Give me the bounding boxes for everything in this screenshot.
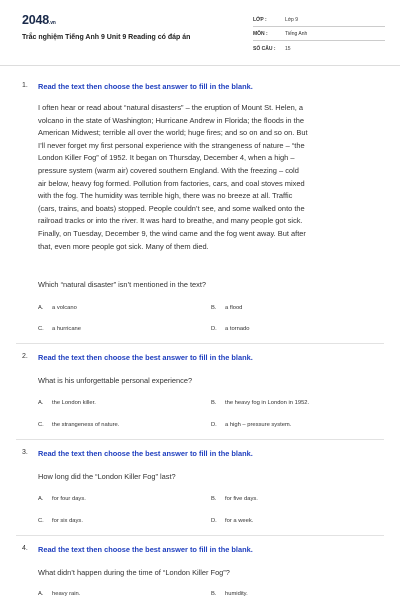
- answer-option-b[interactable]: [211, 496, 258, 502]
- option-text: heavy rain.: [52, 591, 81, 597]
- option-text: a tornado: [225, 326, 250, 332]
- option-letter: B.: [211, 305, 217, 311]
- question-instruction: Read the text then choose the best answer to fill in the blank.: [38, 82, 253, 91]
- option-letter: C.: [38, 518, 44, 524]
- question-instruction: Read the text then choose the best answer to fill in the blank.: [38, 545, 253, 554]
- question-text: What is his unforgettable personal experience?: [38, 376, 193, 385]
- passage-line: volcano in the state of Washington; Hurricane Andrew in Florida; the floods in the: [38, 115, 304, 125]
- meta-subject: [253, 31, 308, 37]
- answer-option-d[interactable]: [211, 518, 253, 524]
- passage-line: railroad tracks or into the river. It was hard to breathe, and many people got sick.: [38, 216, 303, 226]
- option-letter: B.: [211, 400, 217, 406]
- option-letter: A.: [38, 305, 44, 311]
- option-text: the heavy fog in London in 1952.: [225, 400, 310, 406]
- meta-class-label: LỚP :: [253, 17, 267, 23]
- answer-option-b[interactable]: [211, 591, 248, 597]
- answer-option-b[interactable]: [211, 400, 309, 406]
- passage-line: London Killer Fog” of 1952. It began on Thursday, December 4, when a high –: [38, 153, 295, 163]
- site-logo[interactable]: [22, 13, 56, 27]
- logo-suffix: .vn: [49, 20, 56, 26]
- option-text: a flood: [225, 305, 243, 311]
- passage-line: with the fog. The humidity was terrible high, there was no breeze at all. Traffic: [38, 191, 293, 201]
- option-letter: C.: [38, 422, 44, 428]
- answer-option-a[interactable]: [38, 400, 96, 406]
- answer-option-b[interactable]: [211, 305, 242, 311]
- option-letter: D.: [211, 326, 217, 332]
- page-header: [0, 0, 400, 66]
- passage-line: that, even more people got sick. Many of them died.: [38, 241, 209, 251]
- meta-class-value: Lớp 9: [285, 17, 299, 23]
- meta-divider: [253, 26, 385, 27]
- question-text: What didn’t happen during the time of “London Killer Fog”?: [38, 568, 230, 577]
- answer-option-d[interactable]: [211, 326, 250, 332]
- passage-line: air below, heavy fog formed. Pollution from factories, cars, and coal stoves mixed: [38, 178, 305, 188]
- passage-line: I often hear or read about “natural disasters” – the eruption of Mount St. Helen, a: [38, 103, 304, 112]
- question-number: 2.: [22, 353, 28, 360]
- answer-option-c[interactable]: [38, 518, 83, 524]
- option-text: a high – pressure system.: [225, 422, 292, 428]
- answer-option-a[interactable]: [38, 591, 80, 597]
- passage-line: American Midwest; terrible all over the world; huge fires; and so on and so on. But: [38, 128, 308, 138]
- question-instruction: Read the text then choose the best answer to fill in the blank.: [38, 353, 253, 362]
- meta-subject-label: MÔN :: [253, 31, 268, 37]
- answer-option-a[interactable]: [38, 305, 77, 311]
- question-number: 1.: [22, 82, 28, 89]
- question-divider: [16, 535, 384, 536]
- meta-class: [253, 17, 299, 23]
- option-text: for four days.: [52, 496, 86, 502]
- reading-passage: [38, 102, 378, 253]
- answer-option-d[interactable]: [211, 422, 291, 428]
- answer-option-a[interactable]: [38, 496, 86, 502]
- option-text: for five days.: [225, 496, 258, 502]
- option-letter: B.: [211, 496, 217, 502]
- meta-subject-value: Tiếng Anh: [285, 31, 308, 37]
- option-text: for six days.: [52, 518, 83, 524]
- question-divider: [16, 343, 384, 344]
- passage-line: pressure system (warm air) covered southern England. With the freezing – cold: [38, 165, 299, 175]
- answer-option-c[interactable]: [38, 326, 81, 332]
- logo-text: 2048: [22, 13, 50, 27]
- question-divider: [16, 439, 384, 440]
- meta-count-label: SỐ CÂU :: [253, 46, 276, 52]
- question-text: How long did the “London Killer Fog” last?: [38, 472, 176, 481]
- passage-line: (cars, trains, and boats) stopped. People couldn’t see, and some walked onto the: [38, 203, 305, 213]
- question-number: 4.: [22, 545, 28, 552]
- option-letter: B.: [211, 591, 217, 597]
- option-text: the London killer.: [52, 400, 96, 406]
- meta-count-value: 15: [285, 46, 291, 52]
- answer-option-c[interactable]: [38, 422, 119, 428]
- question-text: Which “natural disaster” isn’t mentioned in the text?: [38, 280, 207, 289]
- option-text: the strangeness of nature.: [52, 422, 120, 428]
- option-text: a volcano: [52, 305, 77, 311]
- meta-count: [253, 46, 291, 52]
- meta-divider: [253, 40, 385, 41]
- option-letter: C.: [38, 326, 44, 332]
- option-text: humidity.: [225, 591, 248, 597]
- option-letter: D.: [211, 518, 217, 524]
- option-letter: A.: [38, 400, 44, 406]
- question-instruction: Read the text then choose the best answer to fill in the blank.: [38, 449, 253, 458]
- option-letter: D.: [211, 422, 217, 428]
- passage-line: I’ll never forget my first personal experience with the strangeness of nature – “the: [38, 140, 305, 150]
- option-letter: A.: [38, 496, 44, 502]
- option-text: a hurricane: [52, 326, 82, 332]
- page-title: Trắc nghiệm Tiếng Anh 9 Unit 9 Reading có đáp án: [22, 34, 191, 41]
- option-text: for a week.: [225, 518, 254, 524]
- option-letter: A.: [38, 591, 44, 597]
- question-number: 3.: [22, 449, 28, 456]
- passage-line: Finally, on Tuesday, December 9, the wind came and the fog went away. But after: [38, 228, 306, 238]
